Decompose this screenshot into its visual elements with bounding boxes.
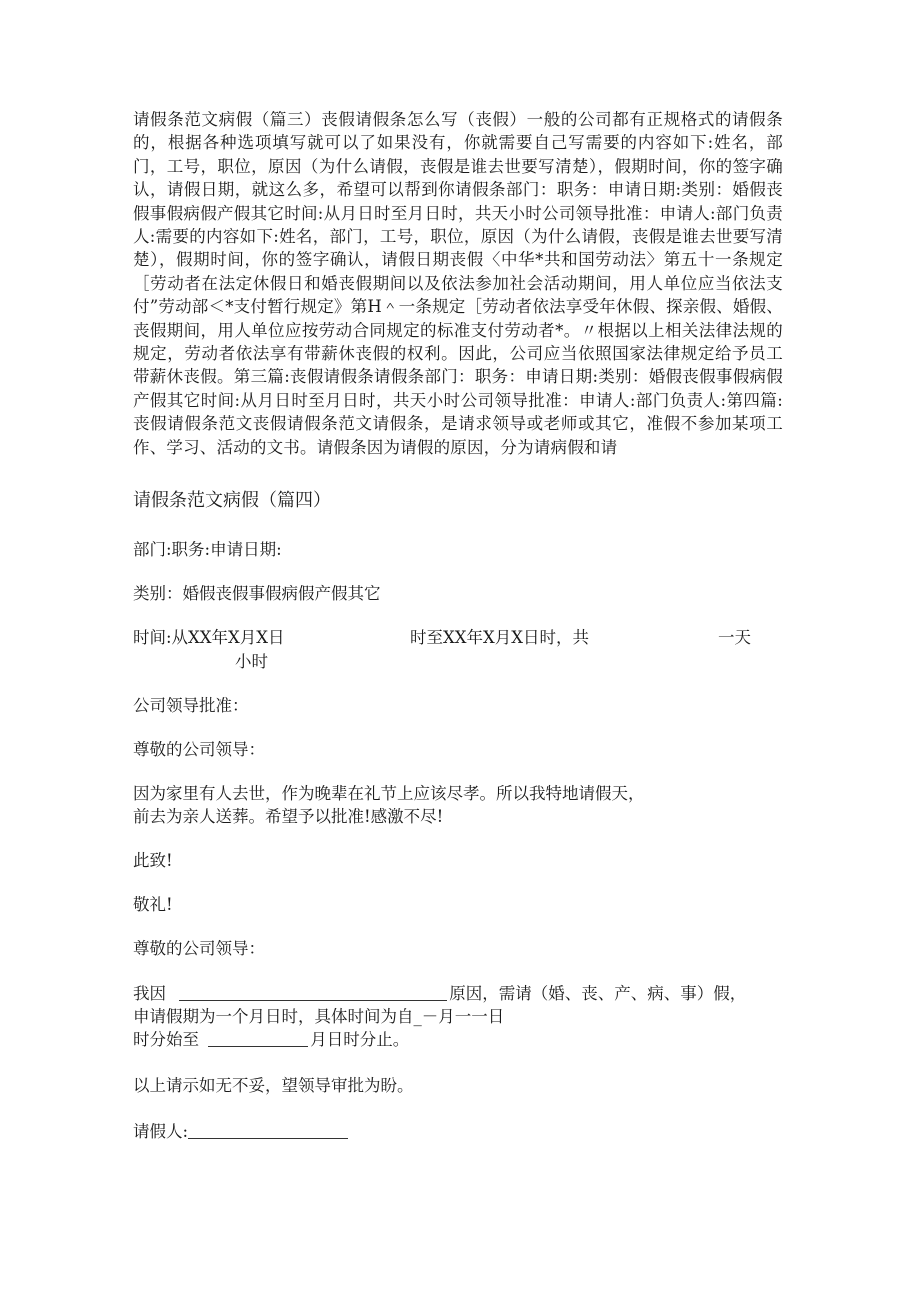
intro-paragraph: 请假条范文病假（篇三）丧假请假条怎么写（丧假）一般的公司都有正规格式的请假条的，根据各种选项填写就可以了如果没有，你就需要自己写需要的内容如下:姓名，部门，工号，职位，原因（为什么请假，丧假是谁去世要写清楚），假期时间，你的签字确认，请假日期，就这么多，希望可以帮到你请假条部门：职务：申请日期:类别：婚假丧假事假病假产假其它时间:从月日时至月日时，共天小时公司领导批准：申请人:部门负责人:需要的内容如下:姓名，部门，工号，职位，原因（为什么请假，丧假是谁去世要写清楚），假期时间，你的签字确认，请假日期丧假〈中华*共和国劳动法〉第五十一条规定［劳动者在法定休假日和婚丧假期间以及依法参加社会活动期间，用人单位应当依法支付”劳动部＜*支付暂行规定》第H＾一条规定［劳动者依法享受年休假、探亲假、婚假、丧假期间，用人单位应按劳动合同规定的标准支付劳动者*。〃根据以上相关法律法规的规定，劳动者依法享有带薪休丧假的权利。因此，公司应当依照国家法律规定给予员工带薪休丧假。第三篇:丧假请假条请假条部门：职务：申请日期:类别：婚假丧假事假病假产假其它时间:从月日时至月日时，共天小时公司领导批准：申请人:部门负责人:第四篇:丧假请假条范文丧假请假条范文请假条，是请求领导或老师或其它，准假不参加某项工作、学习、活动的文书。请假条因为请假的原因，分为请病假和请: [133, 110, 783, 457]
request-line: 以上请示如无不妥，望领导审批为盼。: [133, 1076, 414, 1095]
closing-2: 敬礼!: [133, 895, 173, 914]
period-line-2: [133, 1029, 409, 1051]
time-to: 时至XX年X月X日时，共: [410, 628, 589, 647]
section-title: 请假条范文病假（篇四）: [133, 490, 331, 511]
period-blank: [208, 1030, 308, 1047]
category-line: 类别：婚假丧假事假病假产假其它: [133, 584, 381, 603]
approval-line: 公司领导批准：: [133, 696, 249, 715]
signer-blank: [188, 1122, 348, 1139]
reason-suffix: 原因，需请（婚、丧、产、病、事）假，: [449, 984, 747, 1003]
body-line-1: 因为家里有人去世，作为晚辈在礼节上应该尽孝。所以我特地请假天，: [133, 784, 645, 803]
greeting-1: 尊敬的公司领导：: [133, 740, 265, 759]
period-prefix: 时分始至: [133, 1030, 199, 1049]
time-from: 时间:从XX年X月X日: [133, 628, 285, 647]
period-suffix: 月日时分止。: [310, 1030, 410, 1049]
signer-label: 请假人:: [133, 1122, 189, 1141]
dept-line: 部门:职务:申请日期:: [133, 540, 282, 559]
time-hour: 小时: [235, 652, 268, 671]
period-line: 申请假期为一个月日时，具体时间为自_－月一一日: [133, 1007, 505, 1026]
greeting-2: 尊敬的公司领导：: [133, 939, 265, 958]
reason-prefix: 我因: [133, 984, 166, 1003]
reason-blank: [179, 984, 447, 1001]
closing-1: 此致!: [133, 851, 173, 870]
signer-line: [133, 1121, 348, 1143]
reason-line: [133, 983, 746, 1005]
body-line-2: 前去为亲人送葬。希望予以批准!感激不尽!: [133, 807, 444, 826]
time-day: 一天: [718, 628, 751, 647]
